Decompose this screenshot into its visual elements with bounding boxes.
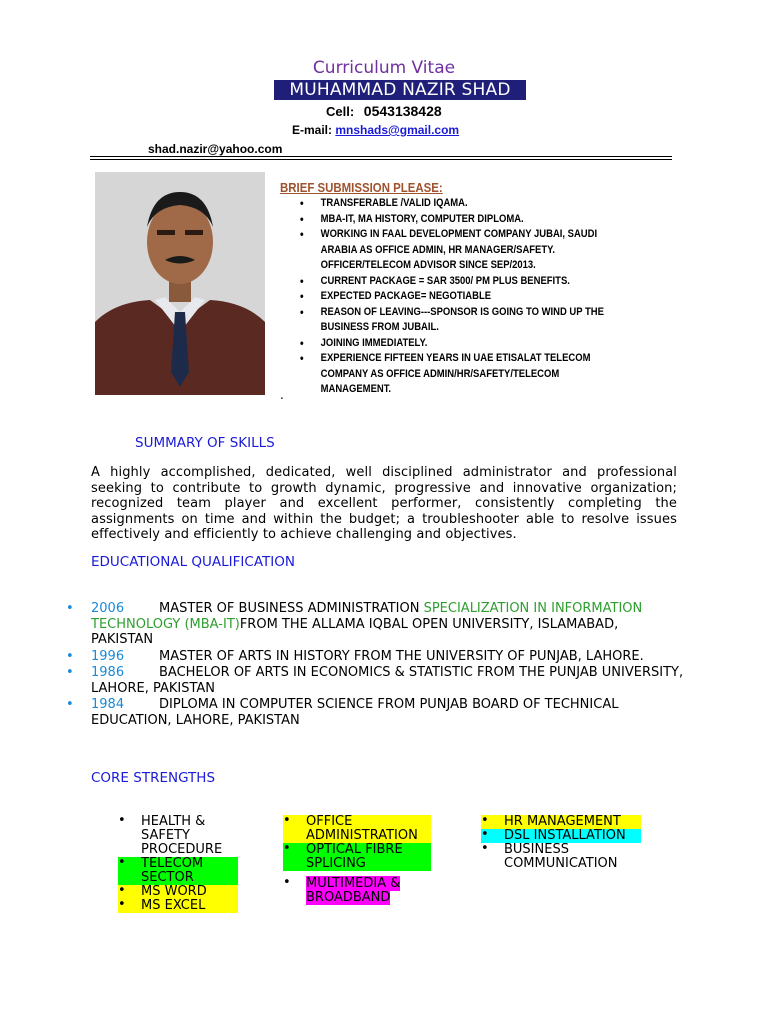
brief-list bbox=[300, 196, 680, 398]
profile-photo bbox=[95, 172, 265, 395]
alt-email: shad.nazir@yahoo.com bbox=[148, 142, 283, 156]
cell-line bbox=[326, 103, 442, 119]
core-strength-item: • OPTICAL FIBRE SPLICING bbox=[283, 843, 431, 871]
education-degree: BACHELOR OF ARTS IN ECONOMICS & STATISTIC FROM THE PUNJAB UNIVERSITY, LAHORE, PAKISTAN bbox=[91, 665, 684, 696]
core-strength-item: • DSL INSTALLATION bbox=[481, 829, 641, 843]
education-item bbox=[64, 601, 684, 648]
education-item bbox=[64, 697, 684, 728]
education-year: 1986 bbox=[91, 665, 125, 680]
education-heading: EDUCATIONAL QUALIFICATION bbox=[91, 554, 295, 570]
brief-item: • EXPERIENCE FIFTEEN YEARS IN UAE ETISALAT TELECOM COMPANY AS OFFICE ADMIN/HR/SAFETY/TELECOM MANAGEMENT. bbox=[300, 351, 627, 398]
education-institution: FROM THE ALLAMA IQBAL OPEN UNIVERSITY, ISLAMABAD, PAKISTAN bbox=[91, 616, 619, 647]
core-strength-item: • HR MANAGEMENT bbox=[481, 815, 641, 829]
brief-submission-heading: BRIEF SUBMISSION PLEASE: bbox=[280, 180, 443, 195]
cell-label: Cell: bbox=[326, 104, 355, 119]
education-year: 2006 bbox=[91, 601, 125, 616]
email-line bbox=[292, 123, 459, 137]
summary-heading: SUMMARY OF SKILLS bbox=[135, 435, 275, 451]
divider-rule bbox=[90, 159, 672, 160]
core-strength-item: • HEALTH & SAFETY PROCEDURE bbox=[118, 815, 238, 857]
core-strength-item: • BUSINESS COMMUNICATION bbox=[481, 843, 641, 871]
profile-photo-illustration bbox=[95, 172, 265, 395]
divider-rule bbox=[90, 156, 672, 157]
education-degree: DIPLOMA IN COMPUTER SCIENCE FROM PUNJAB BOARD OF TECHNICAL EDUCATION, LAHORE, PAKISTAN bbox=[91, 697, 619, 728]
cell-number: 0543138428 bbox=[363, 103, 442, 119]
brief-item: • MBA-IT, MA HISTORY, COMPUTER DIPLOMA. bbox=[300, 212, 627, 228]
doc-title: Curriculum Vitae bbox=[312, 58, 456, 78]
core-strengths-col-2 bbox=[283, 815, 431, 905]
core-strengths-heading: CORE STRENGTHS bbox=[91, 770, 216, 786]
brief-item: • JOINING IMMEDIATELY. bbox=[300, 336, 627, 352]
core-strength-item: • OFFICE ADMINISTRATION bbox=[283, 815, 431, 843]
education-item bbox=[64, 649, 684, 665]
education-year: 1996 bbox=[91, 648, 125, 664]
brief-item: • EXPECTED PACKAGE= NEGOTIABLE bbox=[300, 289, 627, 305]
core-strength-item: • MS WORD bbox=[118, 885, 238, 899]
education-year: 1984 bbox=[91, 697, 125, 712]
core-strengths-col-3 bbox=[481, 815, 641, 871]
candidate-name: MUHAMMAD NAZIR SHAD bbox=[274, 80, 526, 100]
core-strength-item: • MS EXCEL bbox=[118, 899, 238, 913]
brief-item: • REASON OF LEAVING---SPONSOR IS GOING TO WIND UP THE BUSINESS FROM JUBAIL. bbox=[300, 305, 627, 336]
education-degree: MASTER OF ARTS IN HISTORY FROM THE UNIVERSITY OF PUNJAB, LAHORE. bbox=[159, 648, 644, 664]
email-link[interactable]: mnshads@gmail.com bbox=[335, 123, 460, 137]
core-strength-item: • TELECOM SECTOR bbox=[118, 857, 238, 885]
core-strength-item: • MULTIMEDIA & BROADBAND bbox=[283, 877, 431, 905]
email-label: E-mail: bbox=[292, 123, 333, 137]
brief-item: • TRANSFERABLE /VALID IQAMA. bbox=[300, 196, 627, 212]
brief-item: • CURRENT PACKAGE = SAR 3500/ PM PLUS BENEFITS. bbox=[300, 274, 627, 290]
summary-text: A highly accomplished, dedicated, well disciplined administrator and professional seeking to contribute to growth dynamic, progressive and innovative organization; recognized team player and excellent performer, consistently completing the assignments on time and within the budget; a troubleshooter able to resolve issues effectively and efficiently to achieve challenging and objectives. bbox=[91, 465, 677, 542]
education-item bbox=[64, 665, 684, 696]
core-strengths-col-1 bbox=[118, 815, 238, 913]
trailing-dot: . bbox=[280, 388, 284, 402]
education-list bbox=[64, 601, 684, 729]
education-specialization: SPECIALIZATION IN INFORMATION TECHNOLOGY (MBA-IT) bbox=[91, 601, 643, 632]
brief-item: • WORKING IN FAAL DEVELOPMENT COMPANY JUBAI, SAUDI ARABIA AS OFFICE ADMIN, HR MANAGER/SAFETY. OFFICER/TELECOM ADVISOR SINCE SEP/2013. bbox=[300, 227, 627, 274]
education-degree: MASTER OF BUSINESS ADMINISTRATION bbox=[159, 601, 424, 616]
